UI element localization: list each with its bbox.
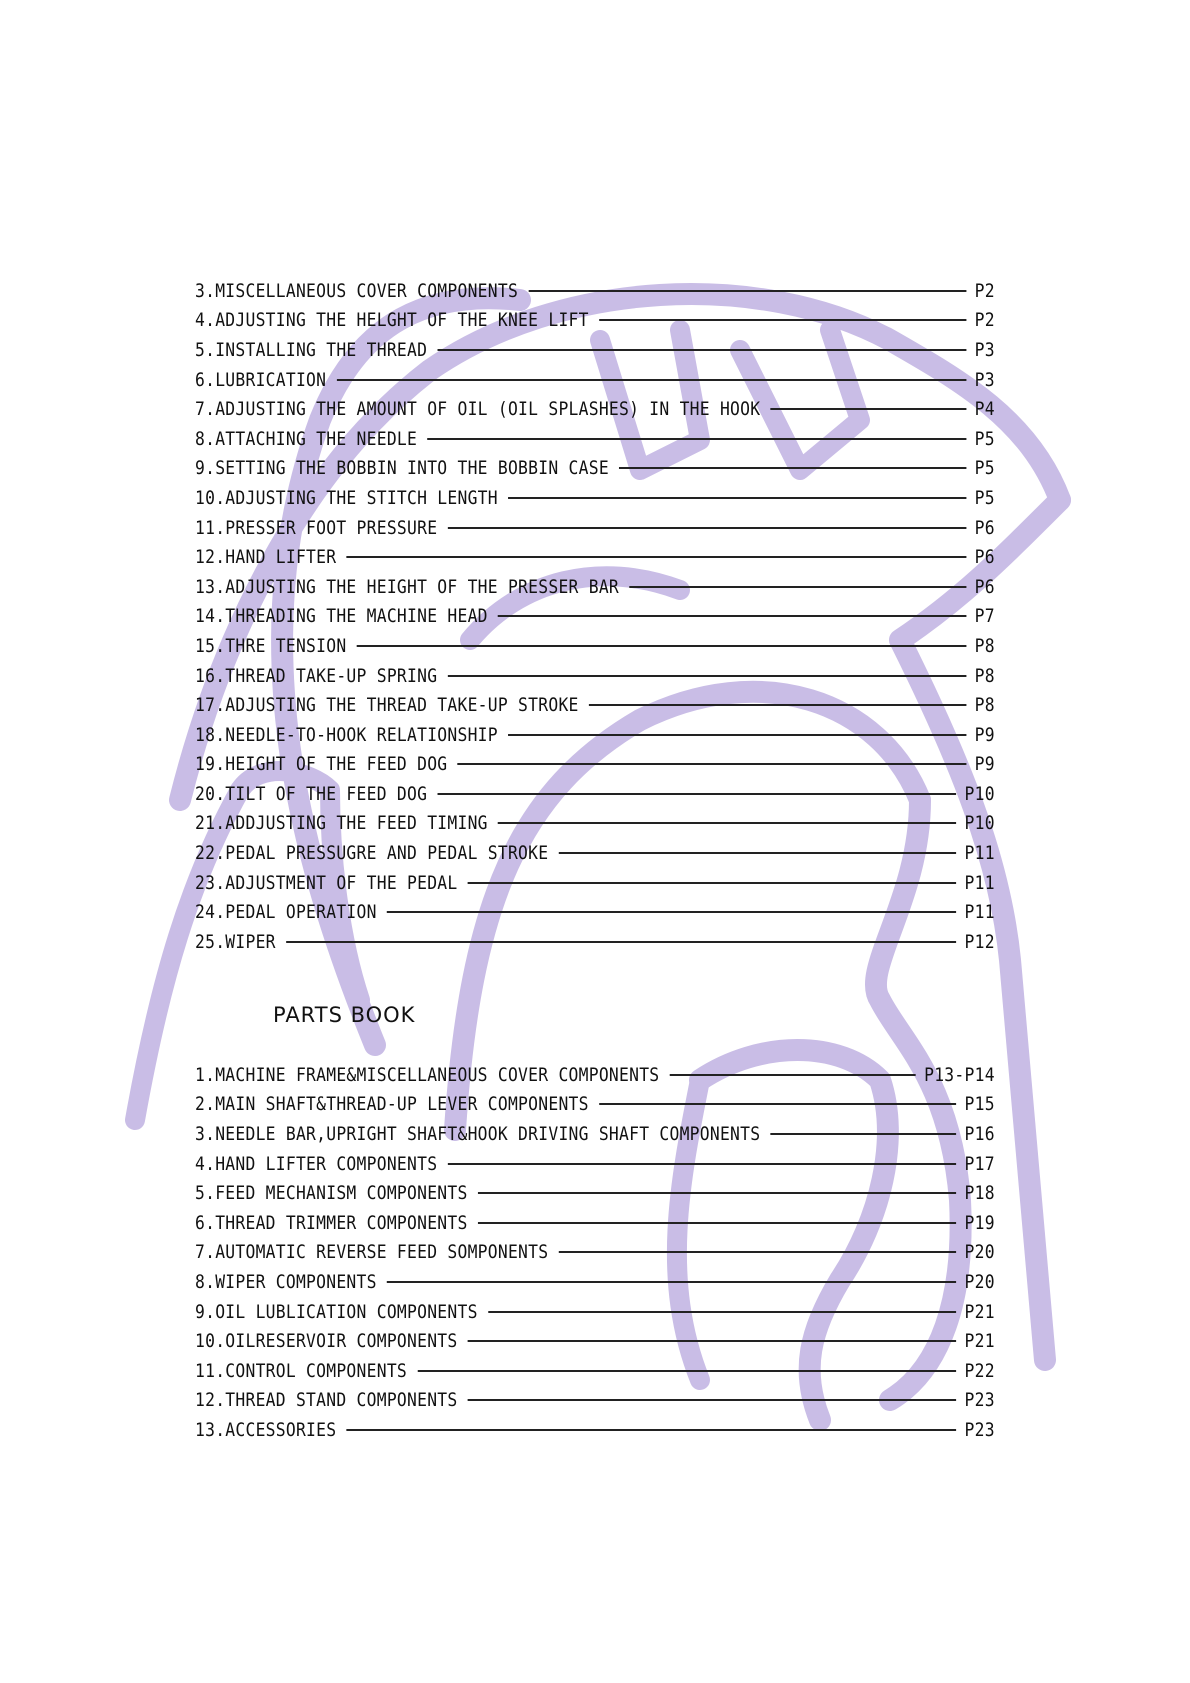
toc-entry-title: 16.THREAD TAKE-UP SPRING	[195, 664, 438, 687]
toc-entry-title: 9.OIL LUBLICATION COMPONENTS	[195, 1300, 478, 1323]
toc-entry	[195, 690, 995, 720]
dotted-leader-line	[629, 586, 966, 588]
toc-entry-page-number: P3	[974, 338, 995, 361]
toc-entry-title: 24.PEDAL OPERATION	[195, 901, 377, 924]
toc-entry	[195, 868, 995, 898]
toc-entry-page-number: P11	[964, 871, 995, 894]
toc-entry	[195, 631, 995, 661]
toc-entry	[195, 424, 995, 454]
dotted-leader-line	[478, 1192, 956, 1194]
dotted-leader-line	[286, 941, 956, 943]
toc-entry	[195, 306, 995, 336]
toc-entry-page-number: P18	[964, 1182, 995, 1205]
dotted-leader-line	[387, 911, 956, 913]
dotted-leader-line	[438, 349, 966, 351]
toc-entry	[195, 1415, 995, 1445]
toc-entry	[195, 365, 995, 395]
toc-entry	[195, 779, 995, 809]
dotted-leader-line	[337, 379, 966, 381]
toc-entry-page-number: P20	[964, 1241, 995, 1264]
toc-entry-page-number: P8	[974, 664, 995, 687]
toc-entry-title: 11.PRESSER FOOT PRESSURE	[195, 516, 438, 539]
toc-entry-page-number: P9	[974, 723, 995, 746]
toc-entry-page-number: P5	[974, 457, 995, 480]
toc-entry	[195, 661, 995, 691]
toc-entry-title: 19.HEIGHT OF THE FEED DOG	[195, 753, 448, 776]
dotted-leader-line	[498, 615, 966, 617]
dotted-leader-line	[468, 882, 956, 884]
dotted-leader-line	[508, 734, 966, 736]
toc-entry-page-number: P6	[974, 575, 995, 598]
toc-entry-page-number: P21	[964, 1330, 995, 1353]
toc-entry-title: 15.THRE TENSION	[195, 634, 347, 657]
toc-entry-page-number: P17	[964, 1152, 995, 1175]
toc-entry-title: 9.SETTING THE BOBBIN INTO THE BOBBIN CASE	[195, 457, 609, 480]
toc-entry-title: 17.ADJUSTING THE THREAD TAKE-UP STROKE	[195, 694, 579, 717]
toc-entry	[195, 1090, 995, 1120]
toc-entry-page-number: P16	[964, 1122, 995, 1145]
dotted-leader-line	[771, 408, 966, 410]
toc-entry-title: 7.AUTOMATIC REVERSE FEED SOMPONENTS	[195, 1241, 549, 1264]
toc-entry-page-number: P5	[974, 486, 995, 509]
toc-entry-title: 13.ADJUSTING THE HEIGHT OF THE PRESSER BAR	[195, 575, 620, 598]
toc-entry	[195, 1267, 995, 1297]
toc-entry-title: 4.ADJUSTING THE HELGHT OF THE KNEE LIFT	[195, 309, 589, 332]
toc-entry	[195, 1119, 995, 1149]
toc-entry	[195, 927, 995, 957]
toc-entry-title: 10.ADJUSTING THE STITCH LENGTH	[195, 486, 498, 509]
toc-entry	[195, 1149, 995, 1179]
toc-entry	[195, 750, 995, 780]
dotted-leader-line	[357, 645, 966, 647]
toc-entry	[195, 454, 995, 484]
dotted-leader-line	[528, 290, 966, 292]
toc-entry-page-number: P2	[974, 309, 995, 332]
toc-entry-page-number: P15	[964, 1093, 995, 1116]
toc-entry	[195, 1386, 995, 1416]
toc-entry	[195, 483, 995, 513]
dotted-leader-line	[448, 1163, 956, 1165]
dotted-leader-line	[458, 763, 966, 765]
toc-entry-page-number: P4	[974, 398, 995, 421]
toc-entry	[195, 1297, 995, 1327]
toc-entry-page-number: P2	[974, 279, 995, 302]
toc-entry-title: 23.ADJUSTMENT OF THE PEDAL	[195, 871, 458, 894]
toc-entry	[195, 335, 995, 365]
dotted-leader-line	[599, 319, 966, 321]
dotted-leader-line	[771, 1133, 956, 1135]
toc-entry-title: 20.TILT OF THE FEED DOG	[195, 782, 428, 805]
manual-table-of-contents	[195, 276, 995, 957]
toc-entry	[195, 1178, 995, 1208]
toc-entry-title: 5.FEED MECHANISM COMPONENTS	[195, 1182, 468, 1205]
toc-entry-page-number: P10	[964, 812, 995, 835]
dotted-leader-line	[619, 467, 966, 469]
toc-entry-title: 13.ACCESSORIES	[195, 1418, 337, 1441]
toc-entry-title: 14.THREADING THE MACHINE HEAD	[195, 605, 488, 628]
toc-entry	[195, 838, 995, 868]
toc-entry	[195, 1326, 995, 1356]
toc-entry-page-number: P7	[974, 605, 995, 628]
dotted-leader-line	[448, 527, 966, 529]
parts-book-heading: PARTS BOOK	[273, 1003, 416, 1027]
toc-entry-title: 6.THREAD TRIMMER COMPONENTS	[195, 1211, 468, 1234]
dotted-leader-line	[599, 1103, 956, 1105]
dotted-leader-line	[468, 1399, 956, 1401]
toc-entry-title: 22.PEDAL PRESSUGRE AND PEDAL STROKE	[195, 842, 549, 865]
dotted-leader-line	[670, 1074, 916, 1076]
toc-entry	[195, 720, 995, 750]
parts-book-table-of-contents	[195, 1060, 995, 1445]
toc-entry-page-number: P8	[974, 634, 995, 657]
toc-entry-title: 3.NEEDLE BAR,UPRIGHT SHAFT&HOOK DRIVING SHAFT COMPONENTS	[195, 1122, 761, 1145]
dotted-leader-line	[387, 1281, 956, 1283]
dotted-leader-line	[468, 1340, 956, 1342]
toc-entry-title: 10.OILRESERVOIR COMPONENTS	[195, 1330, 458, 1353]
toc-entry-page-number: P19	[964, 1211, 995, 1234]
toc-entry	[195, 1208, 995, 1238]
toc-entry-page-number: P21	[964, 1300, 995, 1323]
dotted-leader-line	[417, 1370, 956, 1372]
toc-entry-page-number: P6	[974, 546, 995, 569]
toc-entry-page-number: P8	[974, 694, 995, 717]
toc-entry-title: 3.MISCELLANEOUS COVER COMPONENTS	[195, 279, 519, 302]
toc-entry-title: 8.WIPER COMPONENTS	[195, 1270, 377, 1293]
toc-entry-page-number: P6	[974, 516, 995, 539]
dotted-leader-line	[488, 1311, 956, 1313]
toc-entry-page-number: P11	[964, 901, 995, 924]
toc-entry-title: 21.ADDJUSTING THE FEED TIMING	[195, 812, 488, 835]
toc-entry-title: 2.MAIN SHAFT&THREAD-UP LEVER COMPONENTS	[195, 1093, 589, 1116]
dotted-leader-line	[498, 822, 956, 824]
toc-entry-title: 12.THREAD STAND COMPONENTS	[195, 1389, 458, 1412]
dotted-leader-line	[347, 1429, 956, 1431]
dotted-leader-line	[448, 675, 966, 677]
toc-entry-page-number: P9	[974, 753, 995, 776]
toc-entry-page-number: P10	[964, 782, 995, 805]
toc-entry	[195, 572, 995, 602]
toc-entry-page-number: P5	[974, 427, 995, 450]
toc-entry-title: 25.WIPER	[195, 930, 276, 953]
dotted-leader-line	[427, 438, 966, 440]
toc-entry-title: 6.LUBRICATION	[195, 368, 327, 391]
toc-entry-title: 5.INSTALLING THE THREAD	[195, 338, 428, 361]
dotted-leader-line	[508, 497, 966, 499]
toc-entry	[195, 809, 995, 839]
dotted-leader-line	[438, 793, 956, 795]
dotted-leader-line	[559, 1251, 956, 1253]
toc-entry	[195, 602, 995, 632]
toc-entry-page-number: P20	[964, 1270, 995, 1293]
toc-entry	[195, 513, 995, 543]
toc-entry-page-number: P22	[964, 1359, 995, 1382]
toc-entry-page-number: P23	[964, 1418, 995, 1441]
toc-entry-title: 1.MACHINE FRAME&MISCELLANEOUS COVER COMPONENTS	[195, 1063, 660, 1086]
toc-entry-title: 18.NEEDLE-TO-HOOK RELATIONSHIP	[195, 723, 498, 746]
toc-entry-title: 4.HAND LIFTER COMPONENTS	[195, 1152, 438, 1175]
toc-entry-page-number: P13-P14	[924, 1063, 995, 1086]
toc-entry-page-number: P11	[964, 842, 995, 865]
toc-entry-page-number: P12	[964, 930, 995, 953]
toc-entry-page-number: P23	[964, 1389, 995, 1412]
dotted-leader-line	[559, 852, 956, 854]
toc-entry	[195, 1356, 995, 1386]
dotted-leader-line	[347, 556, 966, 558]
dotted-leader-line	[589, 704, 966, 706]
toc-entry-page-number: P3	[974, 368, 995, 391]
toc-entry	[195, 1060, 995, 1090]
toc-entry	[195, 1238, 995, 1268]
toc-entry	[195, 394, 995, 424]
toc-entry	[195, 542, 995, 572]
toc-entry-title: 12.HAND LIFTER	[195, 546, 337, 569]
toc-entry	[195, 276, 995, 306]
dotted-leader-line	[478, 1222, 956, 1224]
toc-entry-title: 8.ATTACHING THE NEEDLE	[195, 427, 418, 450]
toc-entry	[195, 897, 995, 927]
toc-entry-title: 7.ADJUSTING THE AMOUNT OF OIL (OIL SPLASHES) IN THE HOOK	[195, 398, 761, 421]
toc-entry-title: 11.CONTROL COMPONENTS	[195, 1359, 408, 1382]
